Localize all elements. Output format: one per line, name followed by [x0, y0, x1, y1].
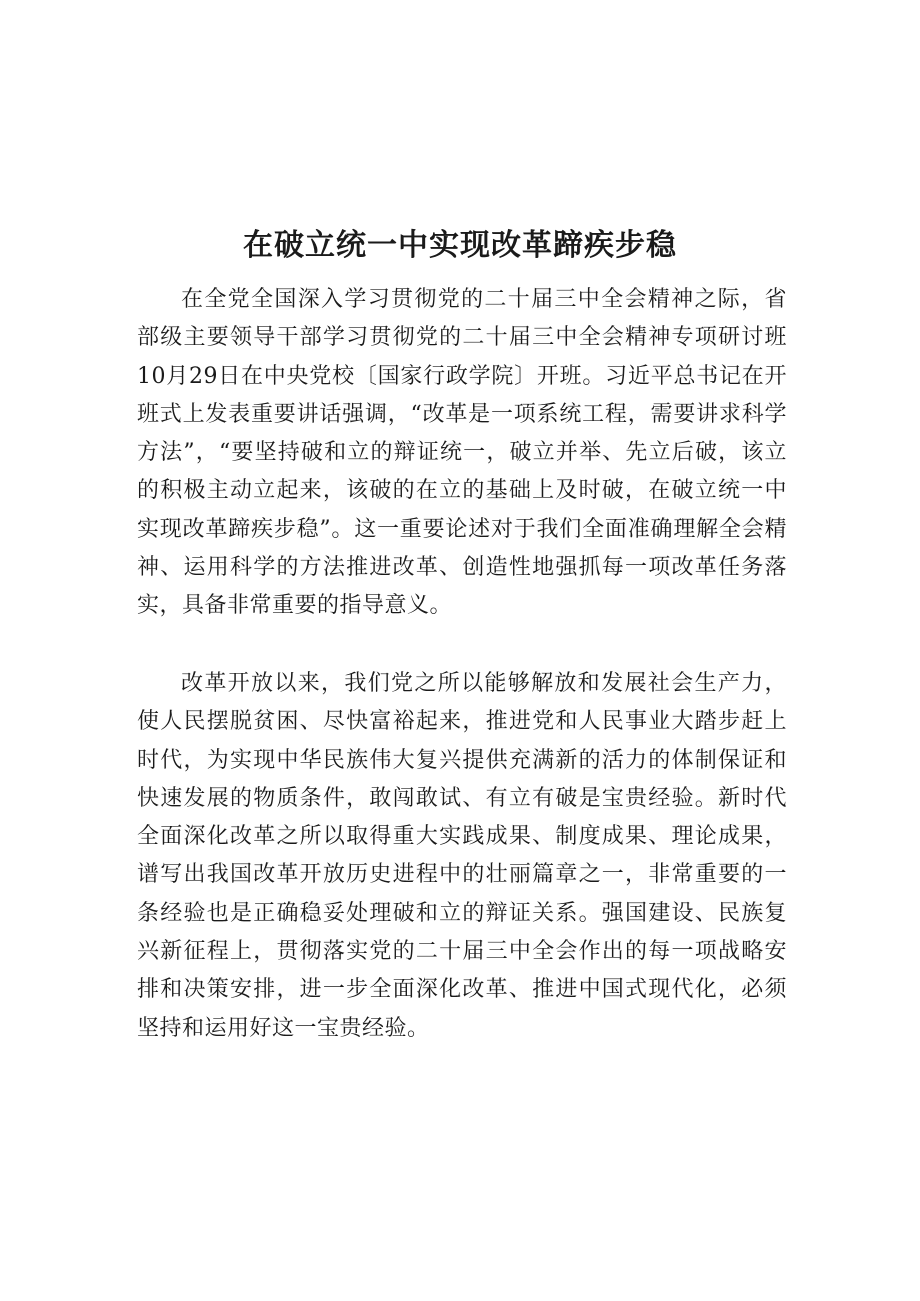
paragraph-1: 在全党全国深入学习贯彻党的二十届三中全会精神之际，省部级主要领导干部学习贯彻党的二十届三中全会精神专项研讨班10月29日在中央党校〔国家行政学院〕开班。习近平总书记在开班式上发表重要讲话强调，“改革是一项系统工程，需要讲求科学方法”，“要坚持破和立的辩证统一，破立并举、先立后破，该立的积极主动立起来，该破的在立的基础上及时破，在破立统一中实现改革蹄疾步稳”。这一重要论述对于我们全面准确理解全会精神、运用科学的方法推进改革、创造性地强抓每一项改革任务落实，具备非常重要的指导意义。	[137, 287, 787, 619]
document-title: 在破立统一中实现改革蹄疾步稳	[243, 228, 677, 263]
paragraph-2: 改革开放以来，我们党之所以能够解放和发展社会生产力，使人民摆脱贫困、尽快富裕起来，推进党和人民事业大踏步赶上时代，为实现中华民族伟大复兴提供充满新的活力的体制保证和快速发展的物质条件，敢闯敢试、有立有破是宝贵经验。新时代全面深化改革之所以取得重大实践成果、制度成果、理论成果，谱写出我国改革开放历史进程中的壮丽篇章之一，非常重要的一条经验也是正确稳妥处理破和立的辩证关系。强国建设、民族复兴新征程上，贯彻落实党的二十届三中全会作出的每一项战略安排和决策安排，进一步全面深化改革、推进中国式现代化，必须坚持和运用好这一宝贵经验。	[137, 671, 787, 1041]
